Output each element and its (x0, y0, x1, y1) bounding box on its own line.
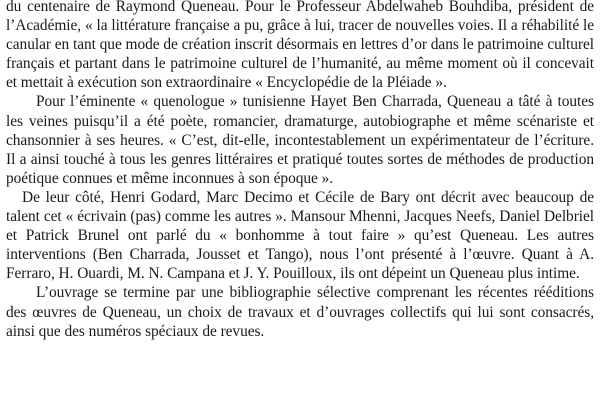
paragraph-contributors: De leur côté, Henri Godard, Marc Decimo et Cécile de Bary ont décrit avec beaucoup de talent cet « écrivain (pas) comme les autres ». Mansour Mhenni, Jacques Neefs, Daniel Delbriel et Patrick Brunel ont parlé du « bonhomme à tout faire » qu’est Queneau. Les autres interventions (Ben Charrada, Jousset et Tango), nous l’ont présenté à l’œuvre. Quant à A. Ferraro, H. Ouardi, M. N. Campana et J. Y. Pouilloux, ils ont dépeint un Queneau plus intime. (6, 188, 594, 283)
paragraph-academy-quote: du centenaire de Raymond Queneau. Pour le Professeur Abdelwaheb Bouhdiba, président de l’Académie, « la littérature française a pu, grâce à lui, tracer de nouvelles voies. Il a réhabilité le canular en tant que mode de création inscrit désormais en lettres d’or dans le patrimoine culturel français et partant dans le patrimoine culturel de l’humanité, au même moment où il concevait et mettait à exécution son extraordinaire « Encyclopédie de la Pléiade ». (6, 0, 594, 92)
paragraph-ben-charrada: Pour l’éminente « quenologue » tunisienne Hayet Ben Charrada, Queneau a tâté à toutes les veines puisqu’il a été poète, romancier, dramaturge, autobiographe et même scénariste et chansonnier à ses heures. « C’est, dit-elle, incontestablement un expérimentateur de l’écriture. Il a ainsi touché à tous les genres littéraires et pratiqué toutes sortes de méthodes de production poétique connues et même inconnues à son époque ». (6, 93, 594, 187)
paragraph-bibliography: L’ouvrage se termine par une bibliographie sélective comprenant les récentes rééditions des œuvres de Queneau, un choix de travaux et d’ouvrages collectifs qui lui sont consacrés, ainsi que des numéros spéciaux de revues. (6, 284, 594, 340)
